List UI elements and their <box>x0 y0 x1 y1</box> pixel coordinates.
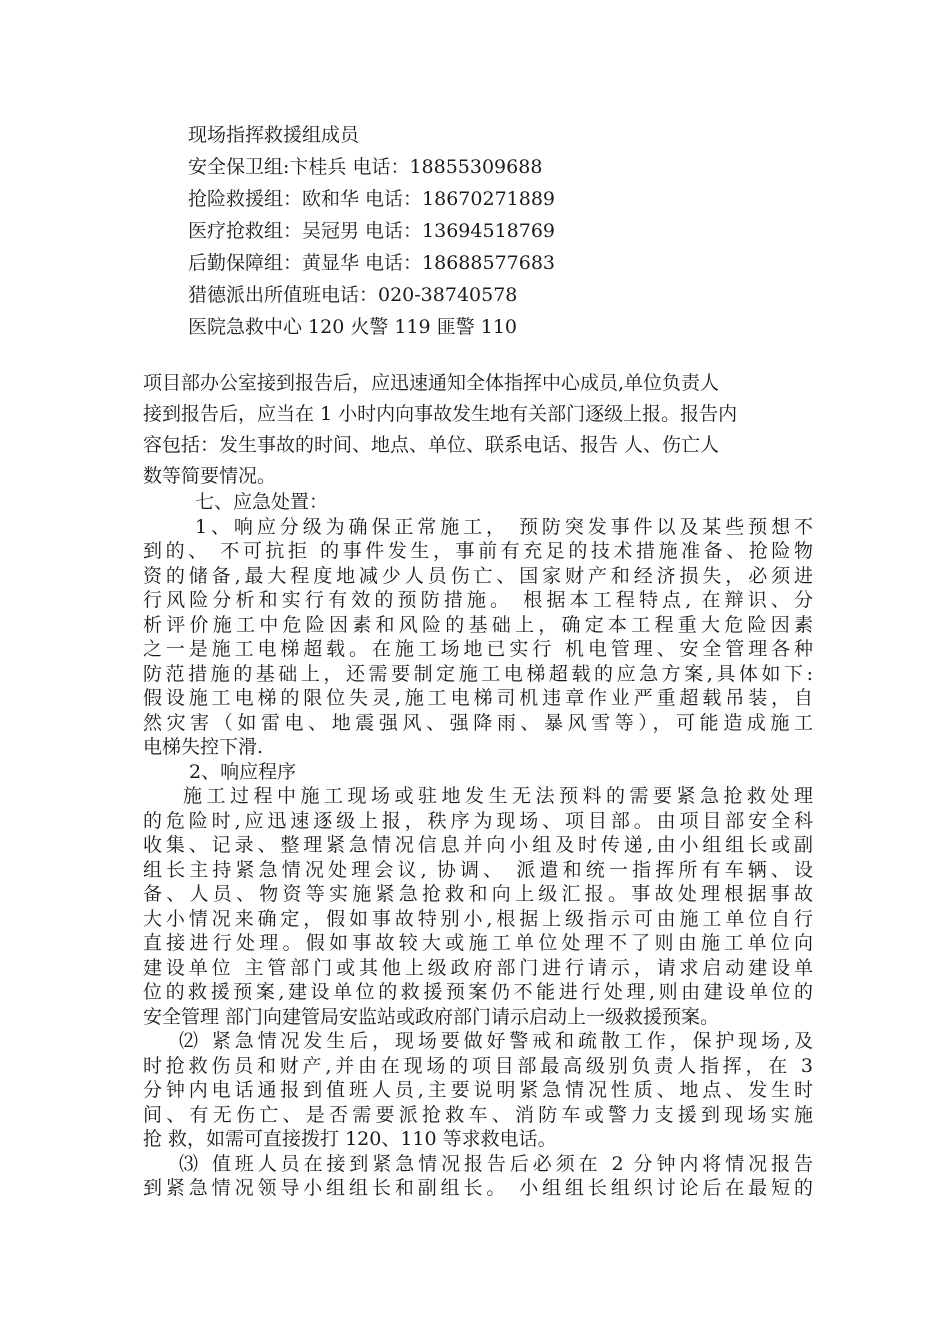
para2-line: 直接进行处理。假如事故较大或施工单位处理不了则由施工单位向 <box>143 932 813 954</box>
para2-line: 建设单位 主管部门或其他上级政府部门进行请示，请求启动建设单 <box>143 956 813 979</box>
para2-line: 的危险时,应迅速逐级上报，秩序为现场、项目部。由项目部安全科 <box>143 809 813 832</box>
para1-line: 1、响应分级为确保正常施工， 预防突发事件以及某些预想不 <box>195 515 813 538</box>
para4-line: ⑶ 值班人员在接到紧急情况报告后必须在 2 分钟内将情况报告 <box>179 1152 813 1175</box>
para3-line: 时抢救伤员和财产,并由在现场的项目部最高级别负责人指挥，在 3 <box>143 1054 813 1077</box>
report-line: 容包括：发生事故的时间、地点、单位、联系电话、报告 人、伤亡人 <box>143 434 720 456</box>
para1-line: 防范措施的基础上，还需要制定施工电梯超载的应急方案,具体如下: <box>143 662 813 685</box>
para3-line: 间、有无伤亡、是否需要派抢救车、消防车或警力支援到现场实施 <box>143 1103 813 1126</box>
emergency-handling-section <box>143 490 813 1201</box>
para3-line: 分钟内电话通报到值班人员,主要说明紧急情况性质、地点、发生时 <box>143 1079 813 1101</box>
para1-line: 电梯失控下滑. <box>143 736 264 758</box>
para2-line: 施工过程中施工现场或驻地发生无法预料的需要紧急抢救处理 <box>183 785 813 807</box>
para2-line: 收集、记录、整理紧急情况信息并向小组及时传递,由小组组长或副 <box>143 834 813 856</box>
contact-line-logistics: 后勤保障组：黄显华 电话：18688577683 <box>188 252 556 274</box>
para4-line: 到紧急情况领导小组组长和副组长。 小组组长组织讨论后在最短的 <box>143 1177 813 1199</box>
para2-line: 大小情况来确定，假如事故特别小,根据上级指示可由施工单位自行 <box>143 907 813 930</box>
para1-line: 之一是施工电梯超载。在施工场地已实行 机电管理、安全管理各种 <box>143 638 813 660</box>
para1-line: 假设施工电梯的限位失灵,施工电梯司机违章作业严重超载吊装，自 <box>143 687 813 709</box>
contact-line-security: 安全保卫组:卞桂兵 电话：18855309688 <box>188 156 543 178</box>
contact-line-emergency-numbers: 医院急救中心 120 火警 119 匪警 110 <box>188 316 517 338</box>
para2-line: 位的救援预案,建设单位的救援预案仍不能进行处理,则由建设单位的 <box>143 981 813 1003</box>
para2-line: 安全管理 部门向建管局安监站或政府部门请示启动上一级救援预案。 <box>143 1005 720 1028</box>
contact-list <box>188 119 808 343</box>
report-line: 数等简要情况。 <box>143 465 277 487</box>
para2-line: 备、人员、物资等实施紧急抢救和向上级汇报。事故处理根据事故 <box>143 883 813 905</box>
para1-line: 到的、 不可抗拒 的事件发生，事前有充足的技术措施准备、抢险物 <box>143 540 813 562</box>
report-line: 项目部办公室接到报告后，应迅速通知全体指挥中心成员,单位负责人 <box>143 372 720 394</box>
para3-line: 抢 救，如需可直接拨打 120、110 等求救电话。 <box>143 1128 557 1150</box>
subsection-heading: 2、响应程序 <box>189 760 297 783</box>
para2-line: 组长主持紧急情况处理会议, 协调、 派遣和统一指挥所有车辆、设 <box>143 858 813 881</box>
contact-line-medical: 医疗抢救组：吴冠男 电话：13694518769 <box>188 220 556 242</box>
para1-line: 析评价施工中危险因素和风险的基础上，确定本工程重大危险因素 <box>143 613 813 636</box>
para3-line: ⑵ 紧急情况发生后，现场要做好警戒和疏散工作，保护现场,及 <box>179 1030 813 1052</box>
contact-line-police-station: 猎德派出所值班电话：020-38740578 <box>188 284 518 306</box>
report-line: 接到报告后，应当在 1 小时内向事故发生地有关部门逐级上报。报告内 <box>143 403 738 425</box>
report-paragraph <box>143 368 843 492</box>
section-heading: 七、应急处置： <box>195 491 329 513</box>
contact-line-rescue: 抢险救援组：欧和华 电话：18670271889 <box>188 188 556 210</box>
para1-line: 资的储备,最大程度地减少人员伤亡、国家财产和经济损失，必须进 <box>143 564 813 587</box>
para1-line: 行风险分析和实行有效的预防措施。 根据本工程特点, 在辩识、分 <box>143 589 813 611</box>
contact-list-heading: 现场指挥救援组成员 <box>188 124 360 146</box>
para1-line: 然灾害（如雷电、地震强风、强降雨、暴风雪等），可能造成施工 <box>143 711 813 734</box>
